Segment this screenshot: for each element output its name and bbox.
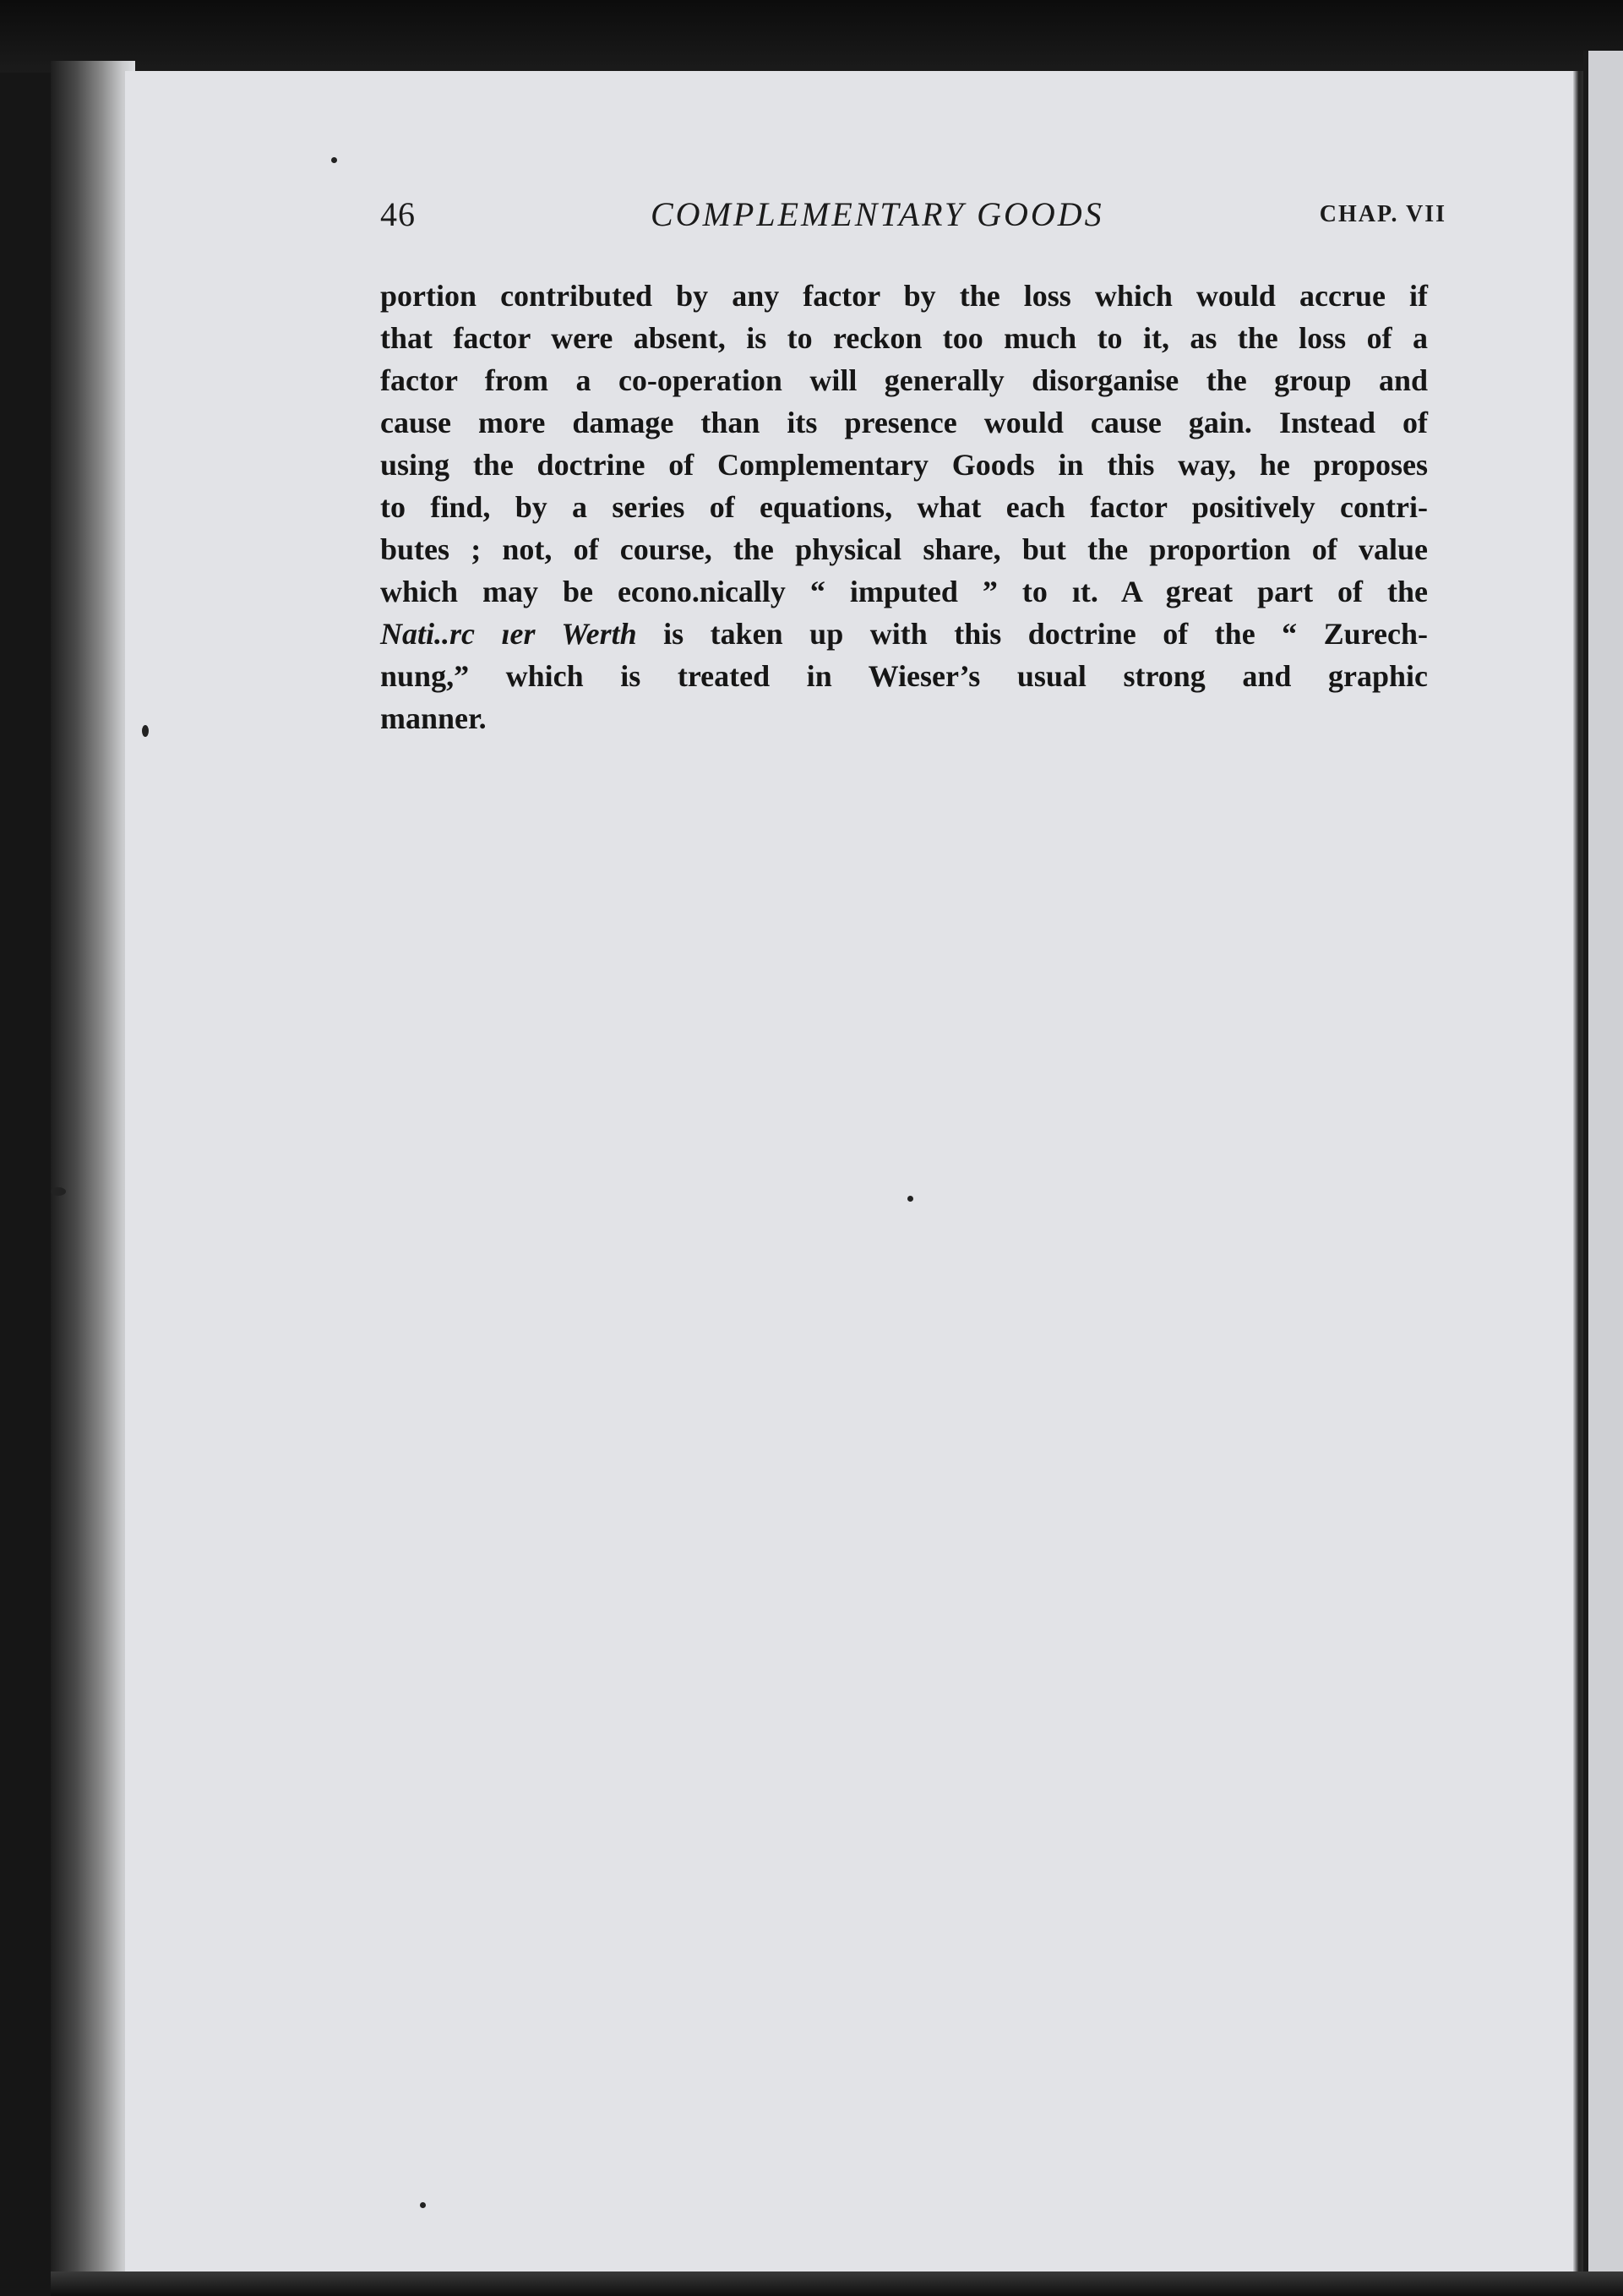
- text-line: manner.: [380, 701, 487, 735]
- text-line: portion contributed by any factor by the loss which would accrue if: [380, 279, 1428, 313]
- text-line: nung,” which is treated in Wieser’s usual strong and graphic: [380, 659, 1428, 693]
- book-spine-gutter: [51, 61, 135, 2275]
- text-line-rest: is taken up with this doctrine of the “ Zurech-: [636, 617, 1428, 651]
- text-line: that factor were absent, is to reckon too much to it, as the loss of a: [380, 321, 1428, 355]
- text-line: factor from a co-operation will generally disorganise the group and: [380, 363, 1428, 397]
- page-right-edge: [1573, 71, 1583, 2271]
- running-title: COMPLEMENTARY GOODS: [651, 195, 1104, 233]
- scan-speck: [907, 1196, 913, 1202]
- page-right-shadow: [1583, 51, 1588, 2296]
- running-head: [380, 191, 1446, 250]
- text-line: to find, by a series of equations, what each factor positively contri-: [380, 490, 1428, 524]
- page-number: 46: [380, 195, 416, 233]
- book-title-italic: Nati..rc ıer Werth: [380, 617, 637, 651]
- text-line: which may be econo.nically “ imputed ” to ıt. A great part of the: [380, 575, 1428, 608]
- body-paragraph: [380, 275, 1428, 739]
- scan-speck: [51, 1187, 66, 1196]
- scan-speck: [142, 725, 149, 737]
- scan-speck: [331, 157, 337, 163]
- text-line: cause more damage than its presence would cause gain. Instead of: [380, 406, 1428, 439]
- text-line: butes ; not, of course, the physical share, but the proportion of value: [380, 532, 1428, 566]
- text-line: [380, 613, 1428, 655]
- scan-top-margin: [0, 0, 1623, 73]
- chapter-label: CHAP. VII: [1319, 201, 1446, 227]
- text-line: using the doctrine of Complementary Goods in this way, he proposes: [380, 448, 1428, 482]
- scan-right-margin: [1583, 51, 1623, 2296]
- scan-bottom-margin: [51, 2271, 1623, 2296]
- scan-speck: [420, 2202, 426, 2208]
